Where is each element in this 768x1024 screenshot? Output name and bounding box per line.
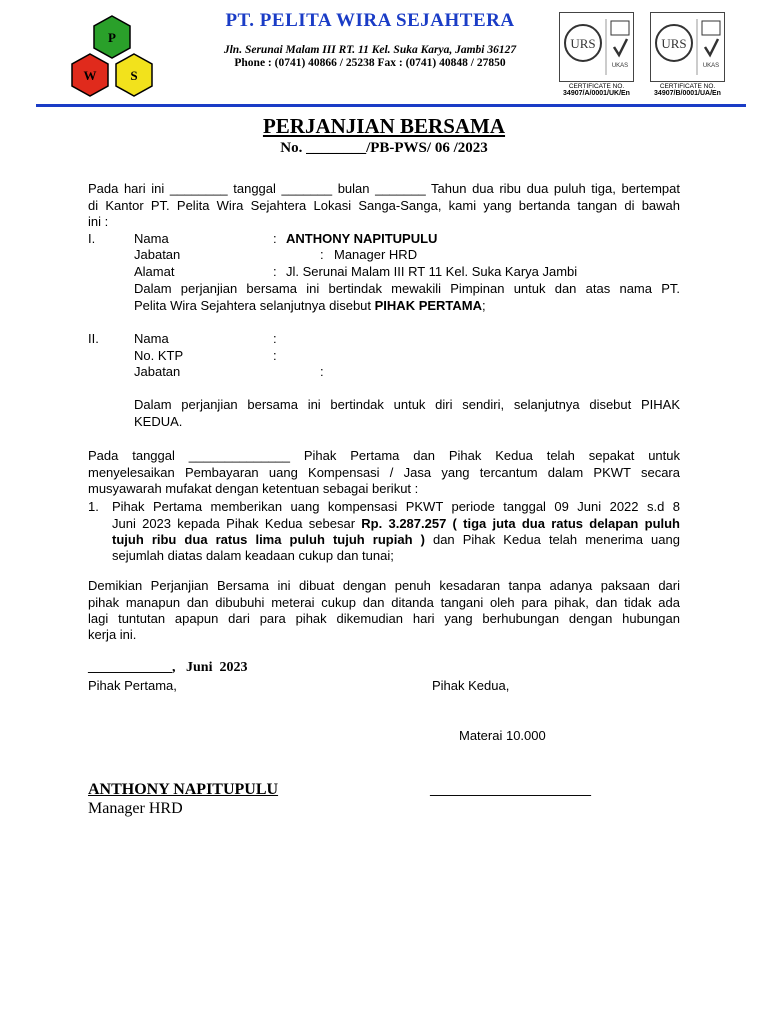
item-line-1: Pihak Pertama memberikan uang kompensasi PKWT periode tanggal 09 Juni 2022 s.d 8 — [112, 499, 680, 514]
agreement-line-1: Pada tanggal ______________ Pihak Pertama dan Pihak Kedua telah sepakat untuk — [88, 448, 680, 463]
svg-text:UKAS: UKAS — [611, 63, 629, 69]
party1-sign-label: Pihak Pertama, — [88, 678, 177, 693]
company-header — [190, 10, 550, 69]
signature-date: ____________, Juni 2023 — [88, 660, 248, 675]
logo-letter-p: P — [108, 30, 116, 45]
header-divider — [36, 104, 746, 107]
urs-ukas-icon — [560, 13, 633, 81]
svg-text:URS: URS — [570, 36, 596, 51]
party1-address-colon: : — [273, 264, 277, 279]
stamp-duty-note: Materai 10.000 — [459, 728, 546, 743]
party1-name-colon: : — [273, 231, 277, 246]
intro-line-3: ini : — [88, 214, 109, 229]
party1-signatory-name: ANTHONY NAPITUPULU — [88, 781, 279, 798]
party2-name-colon: : — [273, 331, 277, 346]
certificate-caption-2: CERTIFICATE NO. — [659, 83, 716, 90]
party1-signatory-position: Manager HRD — [88, 800, 183, 817]
certificate-caption-1: CERTIFICATE NO. — [568, 83, 625, 90]
certificate-badge-1 — [559, 12, 634, 97]
party1-position-label: Jabatan — [134, 247, 181, 262]
item-line-3: tujuh ribu dua ratus lima puluh tujuh rupiah ) dan Pihak Kedua telah menerima uang — [112, 532, 680, 547]
party1-address-value: Jl. Serunai Malam III RT 11 Kel. Suka Karya Jambi — [286, 264, 578, 279]
party1-position-colon: : — [320, 247, 324, 262]
party1-name-value: ANTHONY NAPITUPULU — [286, 231, 438, 246]
intro-line-1: Pada hari ini ________ tanggal _______ bulan _______ Tahun dua ribu dua puluh tiga, bertempat — [88, 181, 680, 196]
party1-numeral: I. — [88, 231, 96, 246]
document-number: No. ________/PB-PWS/ 06 /2023 — [280, 140, 488, 156]
party1-address-label: Alamat — [134, 264, 175, 279]
party2-name-label: Nama — [134, 331, 169, 346]
party2-ktp-colon: : — [273, 348, 277, 363]
party2-sign-label: Pihak Kedua, — [432, 678, 510, 693]
party1-designation: PIHAK PERTAMA — [374, 298, 483, 313]
item-number: 1. — [88, 499, 99, 514]
certificate-badge-2 — [650, 12, 725, 97]
closing-line-4: kerja ini. — [88, 627, 137, 642]
intro-line-2: di Kantor PT. Pelita Wira Sejahtera Lokasi Sanga-Sanga, kami yang bertanda tangan di bawah — [88, 198, 680, 213]
party2-desc-line-2: KEDUA. — [134, 414, 183, 429]
company-phone: Phone : (0741) 40866 / 25238 Fax : (0741) 40848 / 27850 — [234, 57, 506, 69]
svg-text:UKAS: UKAS — [702, 63, 720, 69]
company-name: PT. PELITA WIRA SEJAHTERA — [225, 10, 515, 31]
certificate-logo-1 — [559, 12, 634, 82]
svg-text:URS: URS — [661, 36, 687, 51]
compensation-amount: Rp. 3.287.257 ( tiga juta dua ratus delapan puluh — [361, 516, 681, 531]
logo-letter-w: W — [83, 68, 97, 83]
company-logo — [60, 14, 168, 100]
document-title: PERJANJIAN BERSAMA — [262, 114, 506, 138]
party2-numeral: II. — [88, 331, 99, 346]
party2-position-label: Jabatan — [134, 364, 181, 379]
certificate-number-2: 34907/B/0001/UA/En — [654, 90, 721, 97]
party2-desc-line-1: Dalam perjanjian bersama ini bertindak untuk diri sendiri, selanjutnya disebut PIHAK — [134, 397, 680, 412]
company-address: Jln. Serunai Malam III RT. 11 Kel. Suka Karya, Jambi 36127 — [223, 44, 517, 56]
party2-position-colon: : — [320, 364, 324, 379]
certificate-logo-2 — [650, 12, 725, 82]
certificate-number-1: 34907/A/0001/UK/En — [563, 90, 630, 97]
party1-name-label: Nama — [134, 231, 169, 246]
party1-desc-line-1: Dalam perjanjian bersama ini bertindak mewakili Pimpinan untuk dan atas nama PT. — [134, 281, 680, 296]
logo-letter-s: S — [130, 68, 138, 83]
party1-position-value: Manager HRD — [334, 247, 418, 262]
urs-ukas-icon — [651, 13, 724, 81]
party2-ktp-label: No. KTP — [134, 348, 184, 363]
closing-line-3: lagi tuntutan apapun dari para pihak dikemudian hari yang berhubungan dengan hubungan — [88, 611, 680, 626]
agreement-line-2: menyelesaikan Pembayaran uang Kompensasi / Jasa yang tercantum dalam PKWT secara — [88, 465, 680, 480]
party2-signature-line: _______________________ — [430, 783, 591, 798]
compensation-amount-words: tujuh ribu dua ratus lima puluh tujuh rupiah ) — [112, 532, 425, 547]
closing-line-2: pihak manapun dan dibubuhi meterai cukup dan ditanda tangani oleh para pihak, dan tidak ada — [88, 595, 680, 610]
agreement-line-3: musyawarah mufakat dengan ketentuan sebagai berikut : — [88, 481, 419, 496]
item-line-4: sejumlah diatas dalam keadaan cukup dan tunai; — [112, 548, 394, 563]
party1-desc-line-2: Pelita Wira Sejahtera selanjutnya disebut PIHAK PERTAMA; — [134, 298, 486, 313]
closing-line-1: Demikian Perjanjian Bersama ini dibuat dengan penuh kesadaran tanpa adanya paksaan dari — [88, 578, 680, 593]
item-line-2: Juni 2023 kepada Pihak Kedua sebesar Rp. 3.287.257 ( tiga juta dua ratus delapan puluh — [112, 516, 681, 531]
